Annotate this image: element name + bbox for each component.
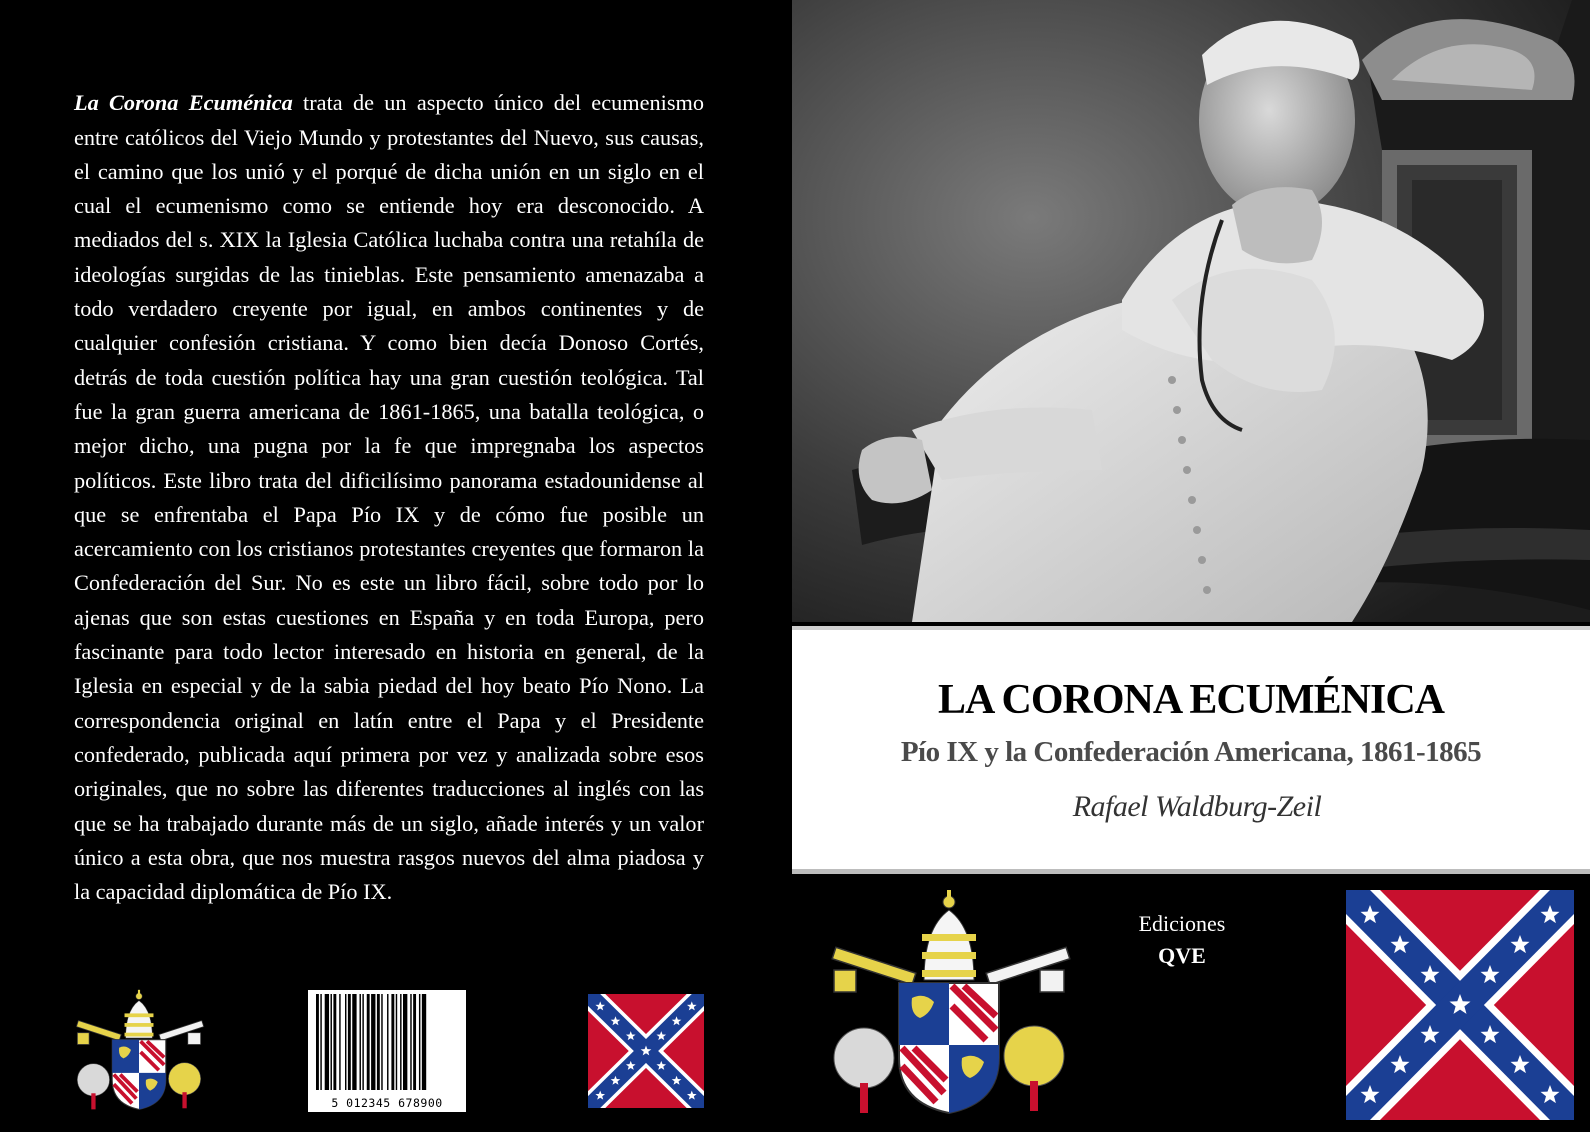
back-cover-blurb xyxy=(74,86,704,909)
book-title: LA CORONA ECUMÉNICA xyxy=(937,677,1445,723)
confederate-battle-flag-icon xyxy=(1346,890,1574,1120)
papal-coat-of-arms-icon xyxy=(824,888,1074,1124)
publisher-imprint xyxy=(1112,908,1252,972)
book-author: Rafael Waldburg-Zeil xyxy=(1072,790,1322,823)
barcode-icon xyxy=(308,990,466,1112)
confederate-battle-flag-icon xyxy=(588,994,704,1108)
barcode-number: 5 012345 678900 xyxy=(331,1096,443,1110)
papal-coat-of-arms-icon xyxy=(72,988,206,1116)
pope-portrait-photo xyxy=(792,0,1590,622)
book-subtitle: Pío IX y la Confederación Americana, 1861-1865 xyxy=(900,736,1482,768)
back-cover xyxy=(0,0,792,1132)
publisher-line-1: Ediciones xyxy=(1138,911,1226,936)
front-cover xyxy=(792,0,1590,1132)
blurb-lead-title: La Corona Ecuménica xyxy=(74,90,293,116)
publisher-line-2: QVE xyxy=(1158,943,1206,968)
barcode-bars xyxy=(312,994,462,1090)
title-panel xyxy=(792,626,1590,874)
blurb-body: trata de un aspecto único del ecumenismo entre católicos del Viejo Mundo y protestantes del Nuevo, sus causas, el camino que los unió y el porqué de dicha unión en un siglo en el cual el ecumenismo como se entiende hoy era desconocido. A mediados del s. XIX la Iglesia Católica luchaba contra una retahíla de ideologías surgidas de las tinieblas. Este pensamiento amenazaba a todo verdadero creyente por igual, en ambos continentes y de cualquier confesión cristiana. Y como bien decía Donoso Cortés, detrás de toda cuestión política hay una gran cuestión teológica. Tal fue la gran guerra americana de 1861-1865, una batalla teológica, o mejor dicho, una pugna por la fe que impregnaba los aspectos políticos. Este libro trata del dificilísimo panorama estadounidense al que se enfrentaba el Papa Pío IX y de cómo fue posible un acercamiento con los cristianos protestantes creyentes que formaron la Confederación del Sur. No es este un libro fácil, sobre todo por lo ajenas que son estas cuestiones en España y en toda Europa, pero fascinante para todo lector interesado en historia en general, de la Iglesia en especial y de la sabia piedad del hoy beato Pío Nono. La correspondencia original en latín entre el Papa y el Presidente confederado, publicada aquí primera por vez y analizada sobre esos originales, que no sobre las diferentes traducciones al inglés con las que se ha trabajado durante más de un siglo, añade interés y un valor único a esta obra, que nos muestra rasgos nuevos del alma piadosa y la capacidad diplomática de Pío IX. xyxy=(74,90,704,905)
